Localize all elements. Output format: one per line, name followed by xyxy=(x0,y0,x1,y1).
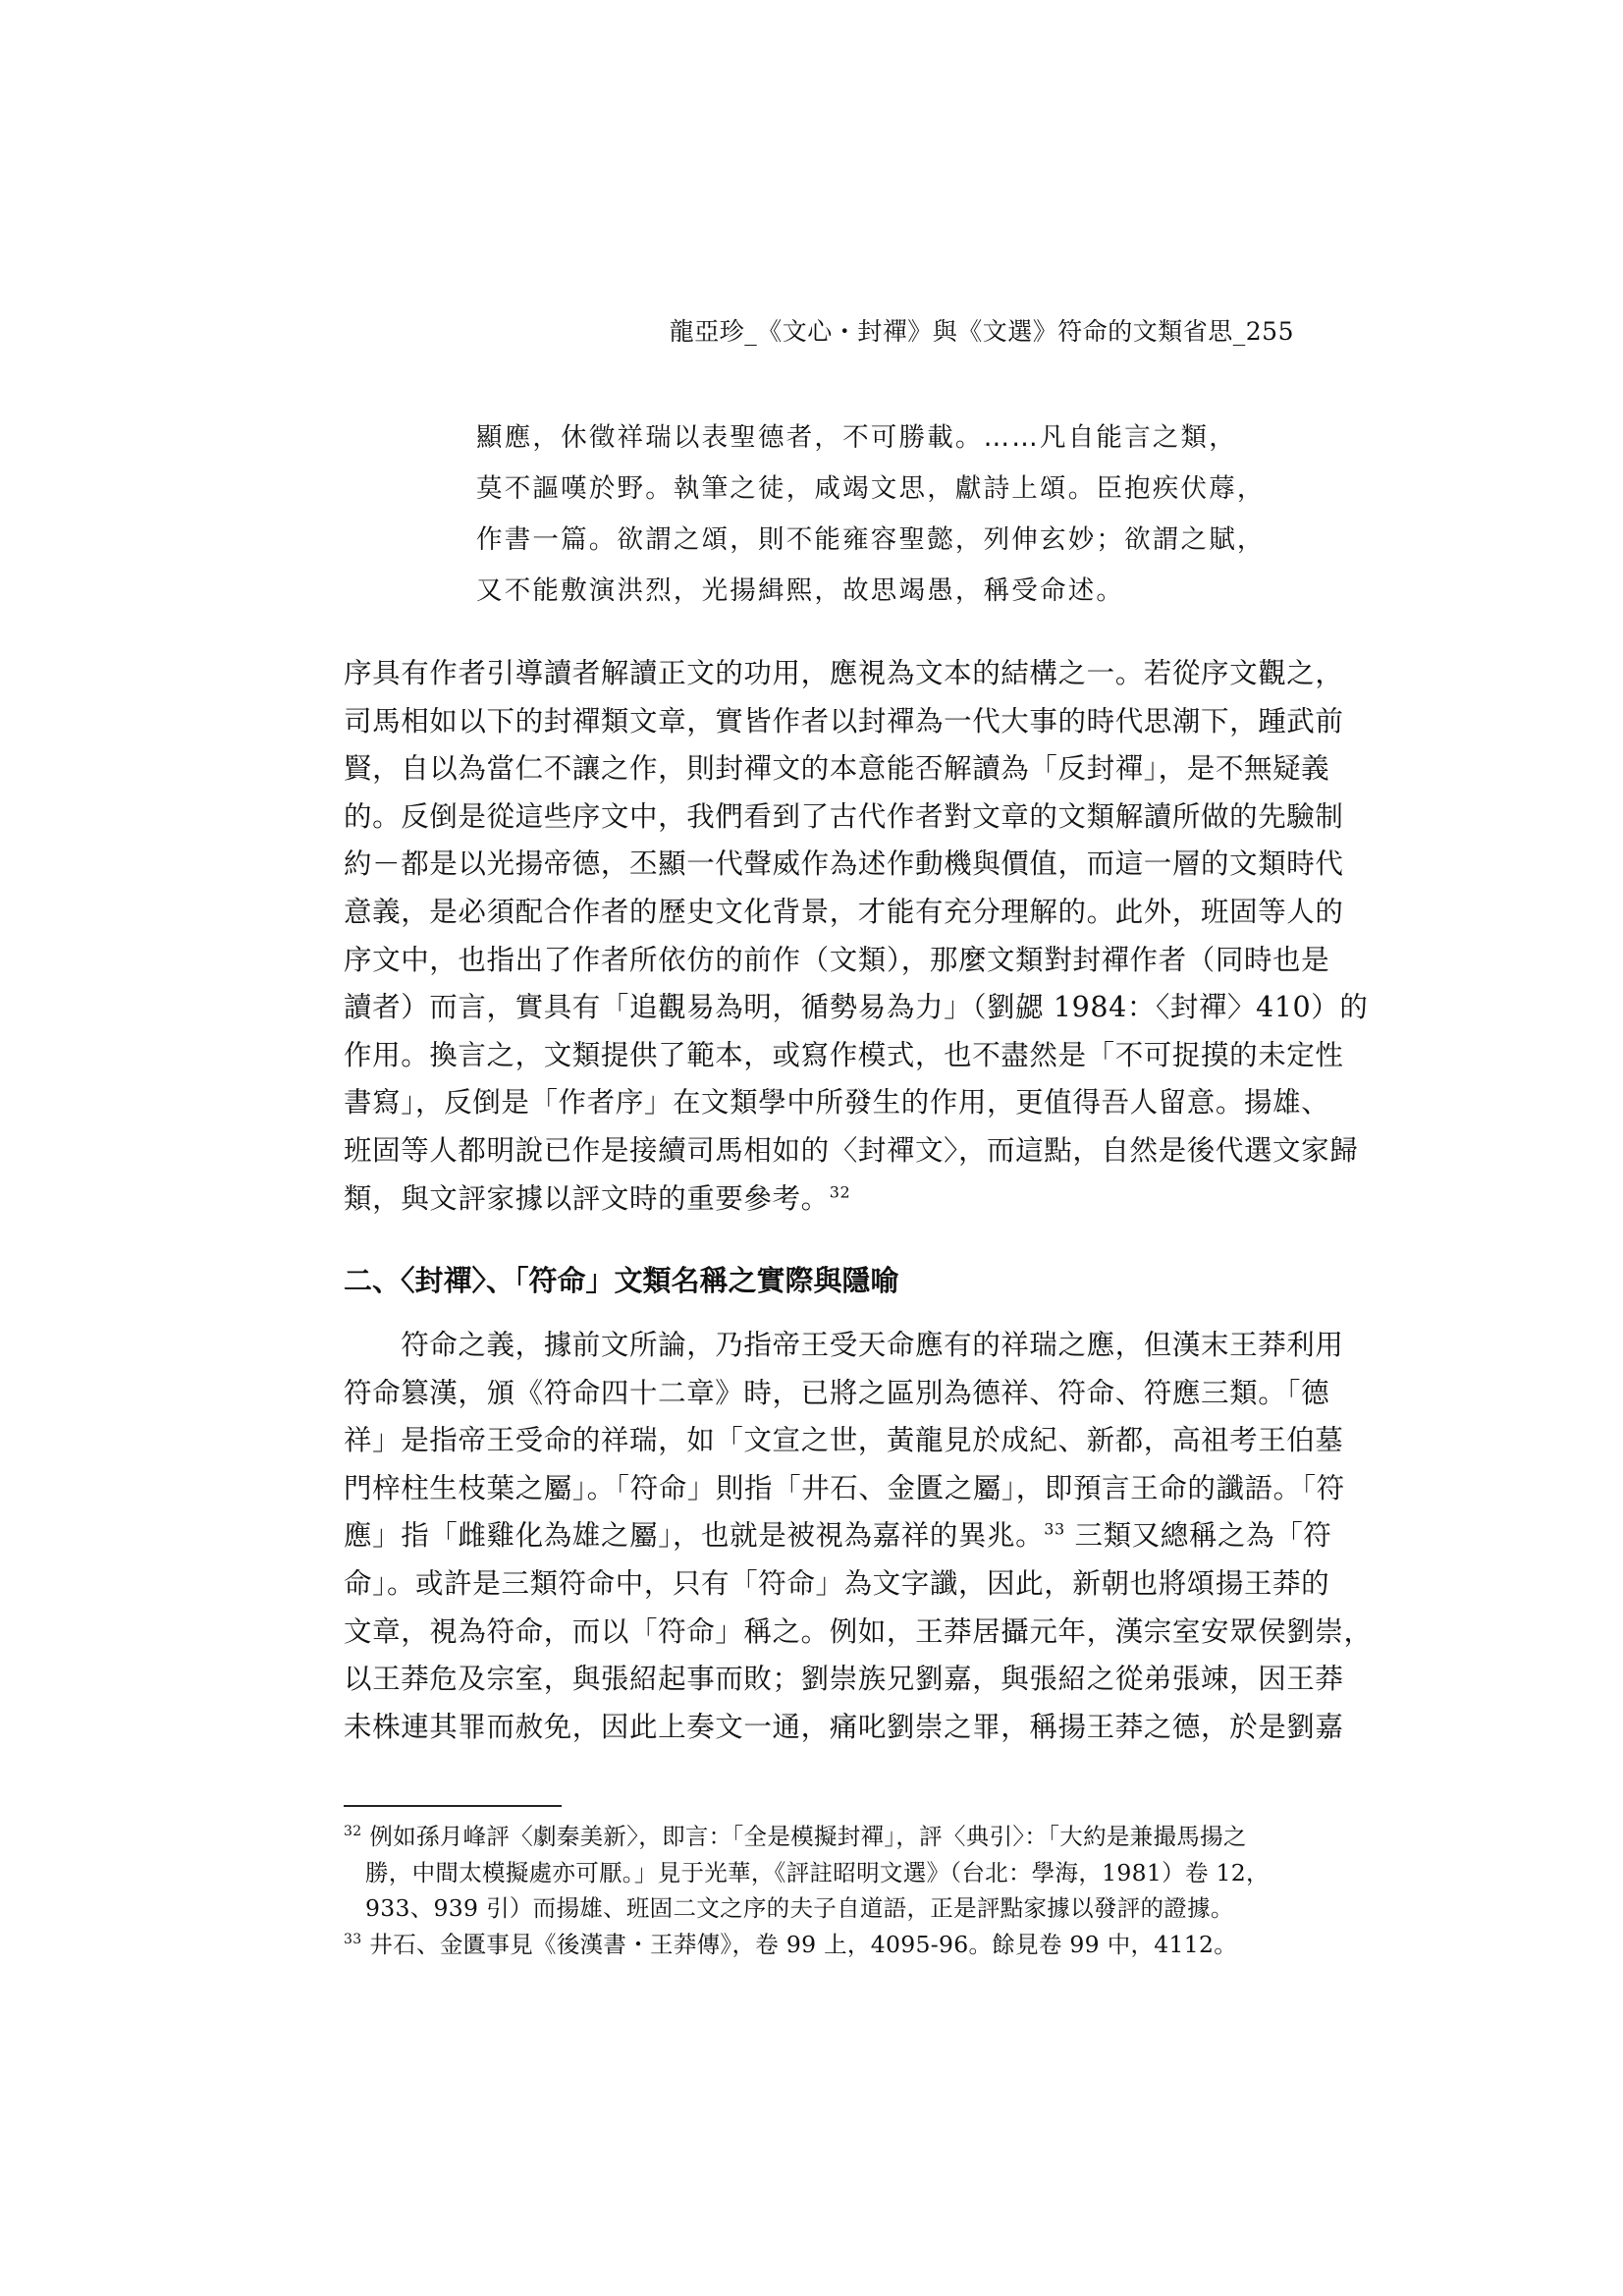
text-line: 書寫」，反倒是「作者序」在文類學中所發生的作用，更值得吾人留意。揚雄、 xyxy=(344,1086,1330,1120)
quote-line: 又不能敷演洪烈，光揚緝熙，故思竭愚，稱受命述。 xyxy=(476,575,1125,606)
quote-line: 莫不謳嘆於野。執筆之徒，咸竭文思，獻詩上頌。臣抱疾伏蓐， xyxy=(476,473,1266,504)
footnote-divider xyxy=(344,1805,562,1807)
text-line-with-ref xyxy=(344,1512,1332,1560)
quote-line: 作書一篇。欲謂之頌，則不能雍容聖懿，列伸玄妙；欲謂之賦， xyxy=(476,524,1266,555)
footnote-ref-33[interactable]: 33 xyxy=(1044,1519,1065,1539)
footnote-ref-32[interactable]: 32 xyxy=(829,1182,851,1202)
footnote-text: 井石、金匱事見《後漢書・王莽傳》，卷 99 上，4095-96。餘見卷 99 中，4112。 xyxy=(369,1930,1238,1958)
footnote-text: 例如孫月峰評〈劇秦美新〉，即言：「全是模擬封禪」，評〈典引〉：「大約是兼撮馬揚之 xyxy=(369,1823,1247,1850)
text-line: 賢，自以為當仁不讓之作，則封禪文的本意能否解讀為「反封禪」，是不無疑義 xyxy=(344,752,1330,786)
footnote-number: 33 xyxy=(344,1931,362,1947)
text-line: 符命篡漢，頒《符命四十二章》時，已將之區別為德祥、符命、符應三類。「德 xyxy=(344,1376,1330,1409)
footnote-33 xyxy=(344,1927,1294,1963)
text-line: 班固等人都明說已作是接續司馬相如的〈封禪文〉，而這點，自然是後代選文家歸 xyxy=(344,1133,1359,1167)
text-line: 司馬相如以下的封禪類文章，實皆作者以封禪為一代大事的時代思潮下，踵武前 xyxy=(344,704,1344,738)
text-line: 以王莽危及宗室，與張紹起事而敗；劉崇族兄劉嘉，與張紹之從弟張竦，因王莽 xyxy=(344,1663,1344,1696)
text-line: 序文中，也指出了作者所依仿的前作（文類），那麼文類對封禪作者（同時也是 xyxy=(344,943,1330,976)
paragraph-1 xyxy=(344,650,1369,1223)
footnote-text: 933、939 引）而揚雄、班固二文之序的夫子自道語，正是評點家據以發評的證據。 xyxy=(365,1894,1234,1922)
text-line: 約－都是以光揚帝德，丕顯一代聲威作為述作動機與價值，而這一層的文類時代 xyxy=(344,847,1344,881)
text-segment: 三類又總稱之為「符 xyxy=(1064,1519,1332,1553)
text-line-with-ref xyxy=(344,1175,1294,1224)
text-line: 讀者）而言，實具有「追觀易為明，循勢易為力」（劉勰 1984：〈封禪〉410）的 xyxy=(344,991,1369,1024)
text-line: 門梓柱生枝葉之屬」。「符命」則指「井石、金匱之屬」，即預言王命的讖語。「符 xyxy=(344,1471,1345,1504)
footnote-text: 勝，中間太模擬處亦可厭。」見于光華，《評註昭明文選》（台北：學海，1981）卷 12， xyxy=(365,1858,1270,1886)
text-line: 文章，視為符命，而以「符命」稱之。例如，王莽居攝元年，漢宗室安眾侯劉崇， xyxy=(344,1614,1373,1648)
block-quote xyxy=(476,412,1266,617)
running-header: 龍亞珍_《文心・封禪》與《文選》符命的文類省思_255 xyxy=(669,317,1294,346)
section-heading: 二、〈封禪〉、「符命」文類名稱之實際與隱喻 xyxy=(344,1264,899,1297)
text-segment: 類，與文評家據以評文時的重要參考。 xyxy=(344,1181,830,1215)
text-line: 序具有作者引導讀者解讀正文的功用，應視為文本的結構之一。若從序文觀之， xyxy=(344,657,1344,689)
footnote-number: 32 xyxy=(344,1824,362,1840)
text-line: 命」。或許是三類符命中，只有「符命」為文字讖，因此，新朝也將頌揚王莽的 xyxy=(344,1566,1330,1600)
text-line: 的。反倒是從這些序文中，我們看到了古代作者對文章的文類解讀所做的先驗制 xyxy=(344,799,1344,833)
quote-line: 顯應，休徵祥瑞以表聖德者，不可勝載。……凡自能言之類， xyxy=(476,422,1237,453)
footnotes xyxy=(344,1819,1294,1962)
text-line: 未株連其罪而赦免，因此上奏文一通，痛叱劉崇之罪，稱揚王莽之德，於是劉嘉 xyxy=(344,1710,1344,1743)
text-line: 符命之義，據前文所論，乃指帝王受天命應有的祥瑞之應，但漢末王莽利用 xyxy=(344,1329,1344,1361)
text-line: 祥」是指帝王受命的祥瑞，如「文宣之世，黃龍見於成紀、新都，高祖考王伯墓 xyxy=(344,1424,1344,1457)
text-line: 意義，是必須配合作者的歷史文化背景，才能有充分理解的。此外，班固等人的 xyxy=(344,895,1344,928)
text-segment: 應」指「雌雞化為雄之屬」，也就是被視為嘉祥的異兆。 xyxy=(344,1519,1045,1553)
footnote-32 xyxy=(344,1819,1294,1855)
text-line: 作用。換言之，文類提供了範本，或寫作模式，也不盡然是「不可捉摸的未定性 xyxy=(344,1038,1344,1071)
paragraph-2 xyxy=(344,1322,1373,1751)
